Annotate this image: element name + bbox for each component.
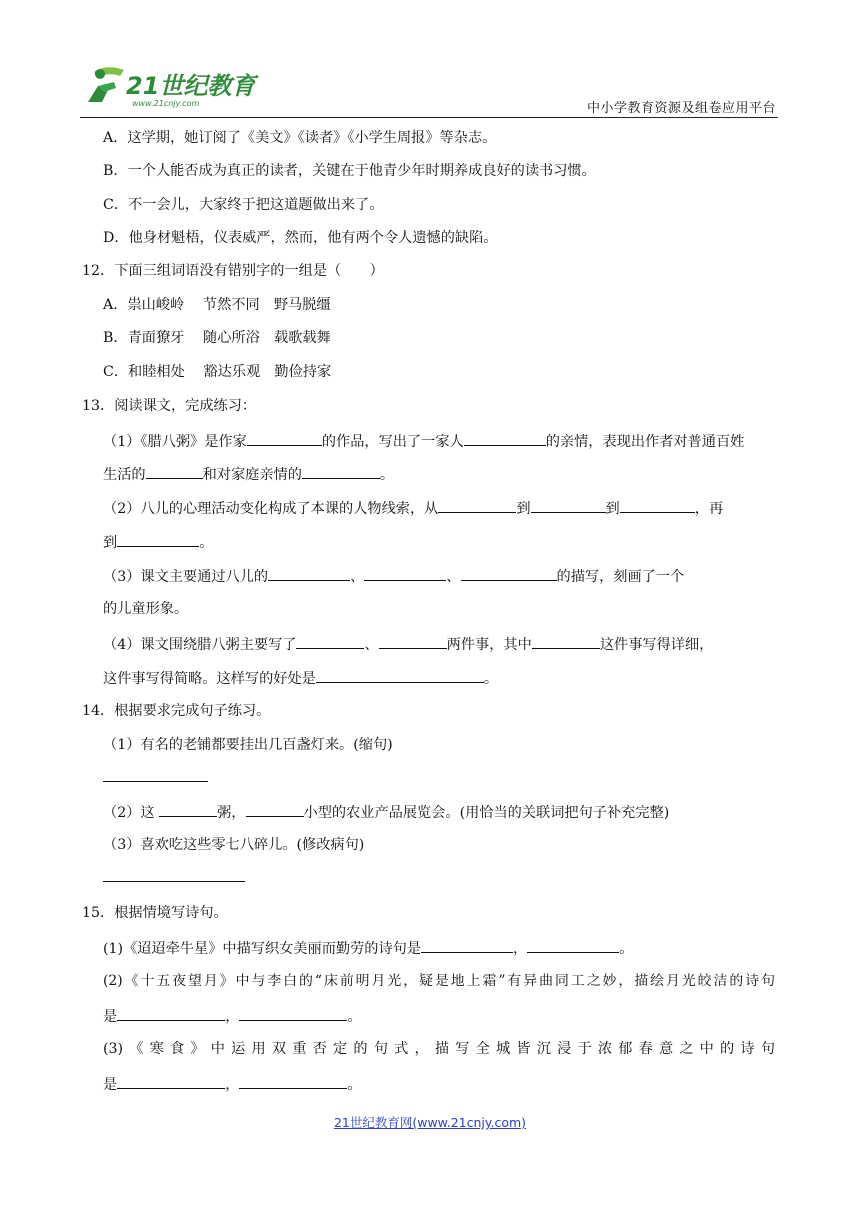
- option-a: A．这学期，她订阅了《美文》《读者》《小学生周报》等杂志。: [103, 130, 497, 146]
- answer-blank[interactable]: [246, 801, 304, 817]
- question-13: 13．阅读课文，完成练习：: [82, 398, 257, 414]
- answer-blank[interactable]: [364, 565, 446, 581]
- answer-blank[interactable]: [316, 667, 484, 683]
- q13-part-4-cont: 这件事写得简略。这样写的好处是 。: [103, 667, 498, 689]
- answer-blank[interactable]: [302, 463, 380, 479]
- answer-blank[interactable]: [296, 633, 364, 649]
- answer-blank[interactable]: [421, 937, 513, 953]
- q15-part-3: (3)《寒食》中运用双重否定的句式，描写全城皆沉浸于浓郁春意之中的诗句: [103, 1041, 775, 1057]
- answer-blank[interactable]: [103, 766, 208, 782]
- answer-blank[interactable]: [620, 497, 695, 513]
- q13-part-3-cont: 的儿童形象。: [103, 601, 189, 617]
- q12-option-c: C．和睦相处 豁达乐观 勤俭持家: [103, 364, 332, 380]
- q15-part-2-cont: 是 ， 。: [103, 1005, 362, 1027]
- q14-answer-line-1: [103, 766, 208, 788]
- answer-blank[interactable]: [527, 937, 619, 953]
- answer-blank[interactable]: [117, 531, 199, 547]
- q13-part-4: （4）课文围绕腊八粥主要写了 、 两件事，其中 这件事写得详细，: [103, 633, 713, 655]
- answer-blank[interactable]: [103, 866, 245, 882]
- answer-blank[interactable]: [247, 430, 322, 446]
- platform-title: 中小学教育资源及组卷应用平台: [586, 101, 776, 116]
- answer-blank[interactable]: [532, 633, 600, 649]
- answer-blank[interactable]: [239, 1073, 347, 1089]
- option-d: D．他身材魁梧，仪表威严，然而，他有两个令人遗憾的缺陷。: [103, 230, 498, 246]
- q15-part-3-cont: 是 ， 。: [103, 1073, 362, 1095]
- answer-blank[interactable]: [461, 565, 557, 581]
- q13-part-1-cont: 生活的 和对家庭亲情的 。: [103, 463, 394, 485]
- q13-part-2-cont: 到 。: [103, 531, 213, 553]
- q14-part-2: （2）这 粥， 小型的农业产品展览会。(用恰当的关联词把句子补充完整): [103, 801, 669, 823]
- page-footer: [0, 1113, 860, 1131]
- answer-blank[interactable]: [379, 633, 447, 649]
- footer-link[interactable]: 21世纪教育网(www.21cnjy.com): [333, 1115, 527, 1130]
- option-b: B．一个人能否成为真正的读者，关键在于他青少年时期养成良好的读书习惯。: [103, 163, 596, 179]
- q14-answer-line-3: [103, 866, 245, 888]
- question-14: 14．根据要求完成句子练习。: [82, 703, 271, 719]
- logo-url: www.21cnjy.com: [132, 99, 200, 108]
- logo-text: 21世纪教育: [126, 72, 256, 100]
- q15-part-2: (2)《十五夜望月》中与李白的“床前明月光，疑是地上霜”有异曲同工之妙，描绘月光皎洁的诗句: [103, 973, 775, 989]
- answer-blank[interactable]: [531, 497, 606, 513]
- answer-blank[interactable]: [239, 1005, 347, 1021]
- q13-part-2: （2）八儿的心理活动变化构成了本课的人物线索，从 到 到 ，再: [103, 497, 723, 519]
- q15-part-1: (1)《迢迢牵牛星》中描写织女美丽而勤劳的诗句是 ， 。: [103, 937, 633, 959]
- answer-blank[interactable]: [464, 430, 546, 446]
- answer-blank[interactable]: [117, 1073, 225, 1089]
- q14-part-1: （1）有名的老铺都要挂出几百盏灯来。(缩句): [103, 737, 393, 753]
- option-c: C．不一会儿，大家终于把这道题做出来了。: [103, 197, 384, 213]
- answer-blank[interactable]: [268, 565, 350, 581]
- q13-part-1: （1）《腊八粥》是作家 的作品，写出了一家人 的亲情，表现出作者对普通百姓: [103, 430, 744, 452]
- answer-blank[interactable]: [146, 463, 203, 479]
- q12-option-b: B．青面獠牙 随心所浴 载歌载舞: [103, 330, 331, 346]
- page-header: [80, 62, 778, 120]
- answer-blank[interactable]: [117, 1005, 225, 1021]
- question-15: 15．根据情境写诗句。: [82, 905, 228, 921]
- header-rule: [80, 117, 778, 118]
- q12-option-a: A．祟山峻岭 节然不同 野马脱缰: [103, 297, 331, 313]
- answer-blank[interactable]: [438, 497, 516, 513]
- q14-part-3: （3）喜欢吃这些零七八碎儿。(修改病句): [103, 837, 365, 853]
- answer-blank[interactable]: [159, 801, 217, 817]
- site-logo: [80, 62, 260, 110]
- q13-part-3: （3）课文主要通过八儿的 、 、 的描写，刻画了一个: [103, 565, 684, 587]
- question-12: 12．下面三组词语没有错别字的一组是（ ）: [82, 263, 384, 279]
